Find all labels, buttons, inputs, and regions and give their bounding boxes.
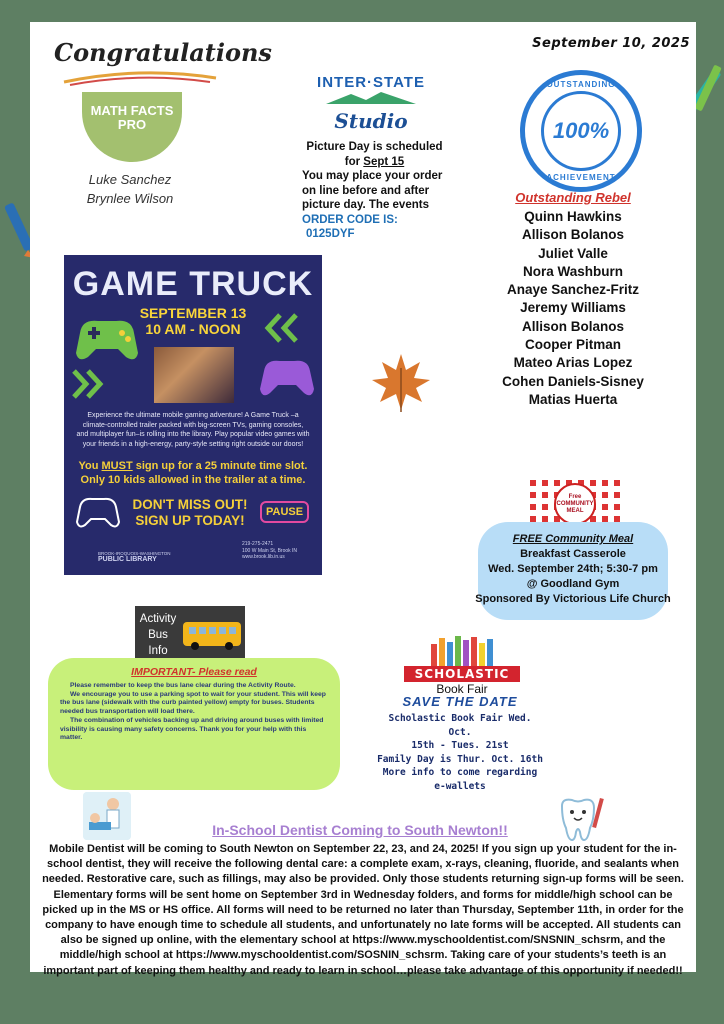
logo-bottom-text: Studio <box>334 109 408 133</box>
save-the-date-title: SAVE THE DATE <box>402 694 518 709</box>
congratulations-heading: Congratulations <box>54 38 272 67</box>
game-truck-cta <box>120 497 260 529</box>
controller-icon <box>70 313 144 365</box>
student-name: Brynlee Wilson <box>86 191 174 206</box>
swoosh-icon <box>60 68 220 88</box>
picture-day-line2 <box>302 155 447 170</box>
list-item: Quinn Hawkins <box>524 209 622 224</box>
picture-day-body <box>302 169 447 227</box>
autumn-leaf-icon <box>368 350 434 414</box>
student-name: Luke Sanchez <box>88 172 172 187</box>
math-facts-students <box>70 170 190 208</box>
list-item: Mateo Arias Lopez <box>513 355 633 371</box>
must-word: MUST <box>101 460 133 472</box>
game-truck-description: Experience the ultimate mobile gaming adventure! A Game Truck –a climate-controlled trailer packed with big-screen TVs, gaming consoles, and multiplayer fun–is rolling into the library. Play popular video games with your friends in a high-energy, party-style setting right outside our doors! <box>76 412 310 448</box>
badge-bottom-text: ACHIEVEMENT <box>546 173 616 182</box>
picture-day-body-text: You may place your order on line before and after picture day. The events <box>302 170 443 211</box>
tooth-icon <box>552 796 608 846</box>
controller-purple-icon <box>256 355 318 401</box>
activity-label-line3: Info <box>148 645 168 657</box>
list-item: Juliet Valle <box>538 245 608 261</box>
controller-outline-icon <box>74 495 122 531</box>
math-facts-pro-badge: MATH FACTS PRO <box>82 92 182 162</box>
must-suffix: sign up for a 25 minute time slot. <box>132 460 308 472</box>
community-meal-tablecloth <box>530 480 620 528</box>
book-fair-line: 15th - Tues. 21st <box>411 740 509 751</box>
badge-top-text: OUTSTANDING <box>546 80 616 89</box>
book-fair-line: Family Day is Thur. Oct. 16th <box>377 753 543 765</box>
notice-para: Please remember to keep the bus lane clear during the Activity Route. <box>70 682 296 689</box>
activity-bus-image <box>135 606 245 658</box>
order-code-label: ORDER CODE IS: <box>302 213 398 226</box>
community-meal-info <box>475 522 671 620</box>
interstate-studio-logo <box>316 74 426 133</box>
mountain-icon <box>326 92 416 104</box>
list-item: Anaye Sanchez-Fritz <box>506 282 640 298</box>
newsletter-date: September 10, 2025 <box>532 36 690 51</box>
list-item: Nora Washburn <box>522 263 623 279</box>
scholastic-brand: SCHOLASTIC <box>404 666 520 682</box>
activity-label-line1: Activity <box>139 613 177 625</box>
list-item: Allison Bolanos <box>521 227 624 243</box>
newsletter-page <box>30 22 696 977</box>
school-bus-icon <box>183 622 241 646</box>
important-title: IMPORTANT- Please read <box>131 666 257 678</box>
library-website: www.brook.lib.in.us <box>242 554 285 560</box>
community-meal-when: Wed. September 24th; 5:30-7 pm <box>488 563 658 575</box>
list-item: Cooper Pitman <box>524 337 621 353</box>
pause-sign: PAUSE <box>260 501 309 523</box>
game-truck-time-line: 10 AM - NOON <box>145 321 241 337</box>
list-item: Allison Bolanos <box>521 318 624 334</box>
meal-badge-line2: COMMUNITY <box>556 500 594 507</box>
library-name-small: BROOK-IROQUOIS-WASHINGTON <box>98 551 171 556</box>
community-meal-badge <box>554 483 596 525</box>
picture-day-line1: Picture Day is scheduled <box>306 141 443 153</box>
list-item: Jeremy Williams <box>520 300 626 316</box>
badge-center-text: 100% <box>541 91 621 171</box>
notice-para: We encourage you to use a parking spot to wait for your student. This will keep the bus lane (sidewalk with the curb painted yellow) empty for buses. Students needed bus transportation will load there. <box>60 690 326 716</box>
list-item: Cohen Daniels-Sisney <box>502 373 644 389</box>
library-phone: 219-275-2471 <box>242 541 274 547</box>
logo-top-text: INTER·STATE <box>317 74 425 91</box>
bus-lane-notice <box>48 658 340 790</box>
notice-para: The combination of vehicles backing up and driving around buses with limited visibility is causing many safety concerns. Thank you for your help with this matter. <box>60 716 324 742</box>
books-icon <box>404 636 520 666</box>
save-the-date <box>375 694 545 793</box>
picture-day-info <box>302 140 447 242</box>
outstanding-achievement-badge <box>520 70 642 192</box>
important-body <box>60 682 328 743</box>
game-truck-title: GAME TRUCK <box>72 265 314 303</box>
activity-bus-label <box>138 611 178 659</box>
picture-day-date: Sept 15 <box>363 155 405 168</box>
scholastic-book-fair-logo <box>404 636 520 696</box>
save-the-date-body <box>375 712 545 793</box>
book-fair-label: Book Fair <box>436 682 488 696</box>
dentist-body: Mobile Dentist will be coming to South Newton on September 22, 23, and 24, 2025! If you sign up your student for the in-school dentist, they will receive the following dental care: a complete exam, x-rays, cleaning, fluoride, and sealants when needed. Restorative care, such as fillings, may also be provided. Only those students returning sign-up forms will be seen. Elementary forms will be sent home on September 3rd in Wednesday folders, and forms for middle/high school can be picked up in the MS or HS office. All forms will need to be returned no later than Thursday, September 11th, in order for the company to have enough time to schedule all students, and unfortunately no late forms will be accepted. All students can also be signed up online, with the elementary school at https://www.myschooldentist.com/SNSNIN_schsrm, and the middle/high school at https://www.myschooldentist.com/SOSNIN_schsrm. Taking care of your students’s teeth is an important part of keeping them healthy and ready to learn in school…please take advantage of this opportunity if needed!! <box>42 843 684 977</box>
cta-line2: SIGN UP TODAY! <box>135 513 245 528</box>
picture-day-prefix: for <box>344 155 364 168</box>
game-truck-date-line: SEPTEMBER 13 <box>139 305 247 321</box>
community-meal-sponsor: Sponsored By Victorious Life Church <box>475 593 671 605</box>
arrows-right-icon <box>260 313 310 343</box>
library-name: PUBLIC LIBRARY <box>98 556 157 563</box>
order-code: 0125DYF <box>306 228 355 240</box>
list-item: Matias Huerta <box>528 391 618 407</box>
game-truck-flyer <box>64 255 322 575</box>
library-contact <box>242 541 297 561</box>
community-meal-item: Breakfast Casserole <box>520 548 626 560</box>
outstanding-rebel-list <box>485 208 661 409</box>
dentist-illustration-icon <box>83 792 131 840</box>
outstanding-rebel-title: Outstanding Rebel <box>515 190 631 205</box>
meal-badge-line1: Free <box>568 493 582 500</box>
dentist-title: In-School Dentist Coming to South Newton!! <box>212 822 508 838</box>
library-logo <box>98 551 171 563</box>
cta-line1: DON'T MISS OUT! <box>132 497 248 512</box>
meal-badge-line3: MEAL <box>566 507 584 514</box>
game-truck-signup-note <box>74 459 312 487</box>
arrows-left-icon <box>72 369 112 399</box>
community-meal-where: @ Goodland Gym <box>526 578 620 590</box>
library-address: 100 W Main St, Brook IN <box>242 547 298 554</box>
book-fair-line: Scholastic Book Fair Wed. Oct. <box>388 713 532 738</box>
kids-limit: Only 10 kids allowed in the trailer at a time. <box>80 474 306 486</box>
activity-label-line2: Bus <box>148 629 168 641</box>
book-fair-line: More info to come regarding e-wallets <box>382 767 538 792</box>
community-meal-title: FREE Community Meal <box>512 533 634 545</box>
must-prefix: You <box>78 460 102 472</box>
kids-gaming-photo <box>154 347 234 403</box>
